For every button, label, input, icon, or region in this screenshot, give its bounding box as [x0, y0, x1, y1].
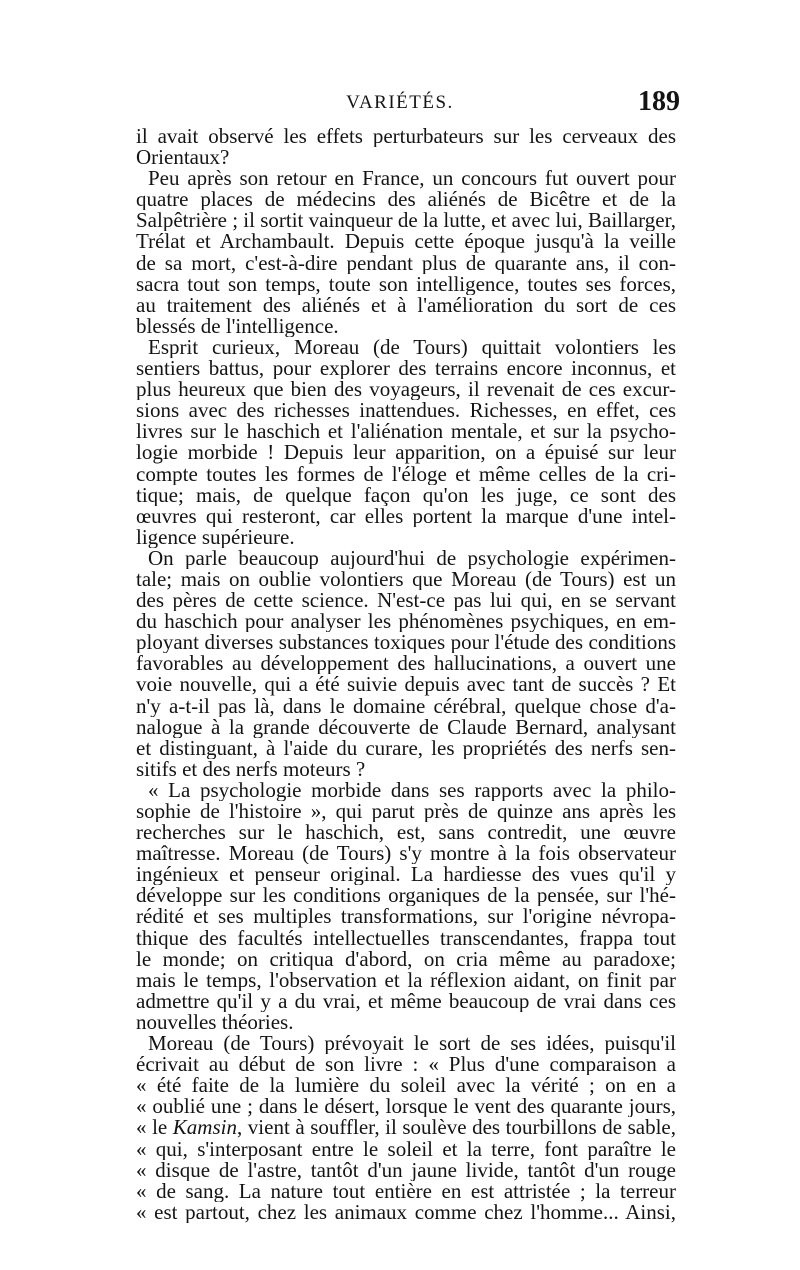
text-line: Orientaux? [136, 147, 230, 169]
text-line: Esprit curieux, Moreau (de Tours) quittait volontiers les [148, 336, 676, 359]
body-text [136, 126, 676, 1223]
text-line: tique; mais, de quelque façon qu'on les juge, ce sont des [136, 484, 676, 506]
text-line: livres sur le haschich et l'aliénation mentale, et sur la psycho- [136, 421, 676, 443]
text-line: logie morbide ! Depuis leur apparition, on a épuisé sur leur [136, 442, 676, 464]
text-line: admettre qu'il y a du vrai, et même beaucoup de vrai dans ces [136, 990, 676, 1012]
text-line: n'y a-t-il pas là, dans le domaine cérébral, quelque chose d'a- [136, 695, 676, 717]
text-line: nalogue à la grande découverte de Claude Bernard, analysant [136, 716, 676, 738]
text-line: recherches sur le haschich, est, sans contredit, une œuvre [136, 822, 676, 844]
running-head [120, 88, 680, 122]
text-line: écrivait au début de son livre : « Plus d'une comparaison a [136, 1054, 676, 1076]
text-line: œuvres qui resteront, car elles portent la marque d'une intel- [136, 505, 676, 527]
text-line: du haschich pour analyser les phénomènes psychiques, en em- [136, 611, 676, 633]
page-number: 189 [638, 86, 680, 117]
text-line: plus heureux que bien des voyageurs, il revenait de ces excur- [136, 379, 676, 401]
text-line: thique des facultés intellectuelles transcendantes, frappa tout [136, 927, 676, 949]
text-line: des pères de cette science. N'est-ce pas lui qui, en se servant [136, 590, 676, 612]
text-line: « disque de l'astre, tantôt d'un jaune livide, tantôt d'un rouge [136, 1159, 676, 1181]
text-line: rédité et ses multiples transformations, sur l'origine névropa- [136, 906, 676, 928]
text-line: blessés de l'intelligence. [136, 315, 339, 337]
running-title: VARIÉTÉS. [346, 92, 454, 113]
text-line: tale; mais on oublie volontiers que Moreau (de Tours) est un [136, 568, 676, 591]
text-line: maîtresse. Moreau (de Tours) s'y montre à la fois observateur [136, 843, 676, 865]
text-line: de sa mort, c'est-à-dire pendant plus de quarante ans, il con- [136, 252, 676, 274]
text-line: sacra tout son temps, toute son intelligence, toutes ses forces, [136, 273, 676, 295]
text-line: ingénieux et penseur original. La hardiesse des vues qu'il y [136, 864, 676, 886]
text-line: Peu après son retour en France, un concours fut ouvert pour [148, 168, 676, 190]
text-line: sions avec des richesses inattendues. Richesses, en effet, ces [136, 400, 676, 422]
text-line: le monde; on critiqua d'abord, on cria même au paradoxe; [136, 948, 676, 970]
text-line: ligence supérieure. [136, 526, 295, 548]
text-line: « La psychologie morbide dans ses rapports avec la philo- [148, 779, 676, 801]
text-line: sophie de l'histoire », qui parut près de quinze ans après les [136, 801, 676, 823]
text-line: « été faite de la lumière du soleil avec la vérité ; on en a [136, 1075, 676, 1097]
text-line: mais le temps, l'observation et la réflexion aidant, on finit par [136, 969, 676, 991]
text-line: On parle beaucoup aujourd'hui de psychologie expérimen- [148, 547, 676, 569]
text-line: nouvelles théories. [136, 1011, 294, 1034]
text-line: favorables au développement des hallucinations, a ouvert une [136, 653, 676, 675]
text-line: sentiers battus, pour explorer des terrains encore inconnus, et [136, 358, 676, 380]
text-line: voie nouvelle, qui a été suivie depuis avec tant de succès ? Et [136, 674, 676, 696]
text-line: sitifs et des nerfs moteurs ? [136, 758, 366, 780]
text-line: Moreau (de Tours) prévoyait le sort de ses idées, puisqu'il [148, 1033, 676, 1055]
text-line: « oublié une ; dans le désert, lorsque le vent des quarante jours, [136, 1096, 676, 1118]
text-line: Trélat et Archambault. Depuis cette époque jusqu'à la veille [136, 231, 676, 253]
text-line: il avait observé les effets perturbateurs sur les cerveaux des [136, 126, 676, 148]
text-line: au traitement des aliénés et à l'amélioration du sort de ces [136, 294, 676, 316]
text-line: « est partout, chez les animaux comme chez l'homme... Ainsi, [136, 1201, 676, 1223]
text-line: « qui, s'interposant entre le soleil et la terre, font paraître le [136, 1138, 676, 1160]
text-line: « le Kamsin, vient à souffler, il soulève des tourbillons de sable, [136, 1117, 676, 1139]
text-line: ployant diverses substances toxiques pour l'étude des conditions [136, 632, 676, 654]
italic-word: Kamsin [172, 1117, 237, 1139]
text-line: compte toutes les formes de l'éloge et même celles de la cri- [136, 463, 676, 485]
text-line: et distinguant, à l'aide du curare, les propriétés des nerfs sen- [136, 737, 676, 759]
text-line: quatre places de médecins des aliénés de Bicêtre et de la [136, 189, 676, 211]
text-line: Salpêtrière ; il sortit vainqueur de la lutte, et avec lui, Baillarger, [136, 210, 676, 232]
text-line: « de sang. La nature tout entière en est attristée ; la terreur [136, 1180, 676, 1202]
text-line: développe sur les conditions organiques de la pensée, sur l'hé- [136, 885, 676, 907]
